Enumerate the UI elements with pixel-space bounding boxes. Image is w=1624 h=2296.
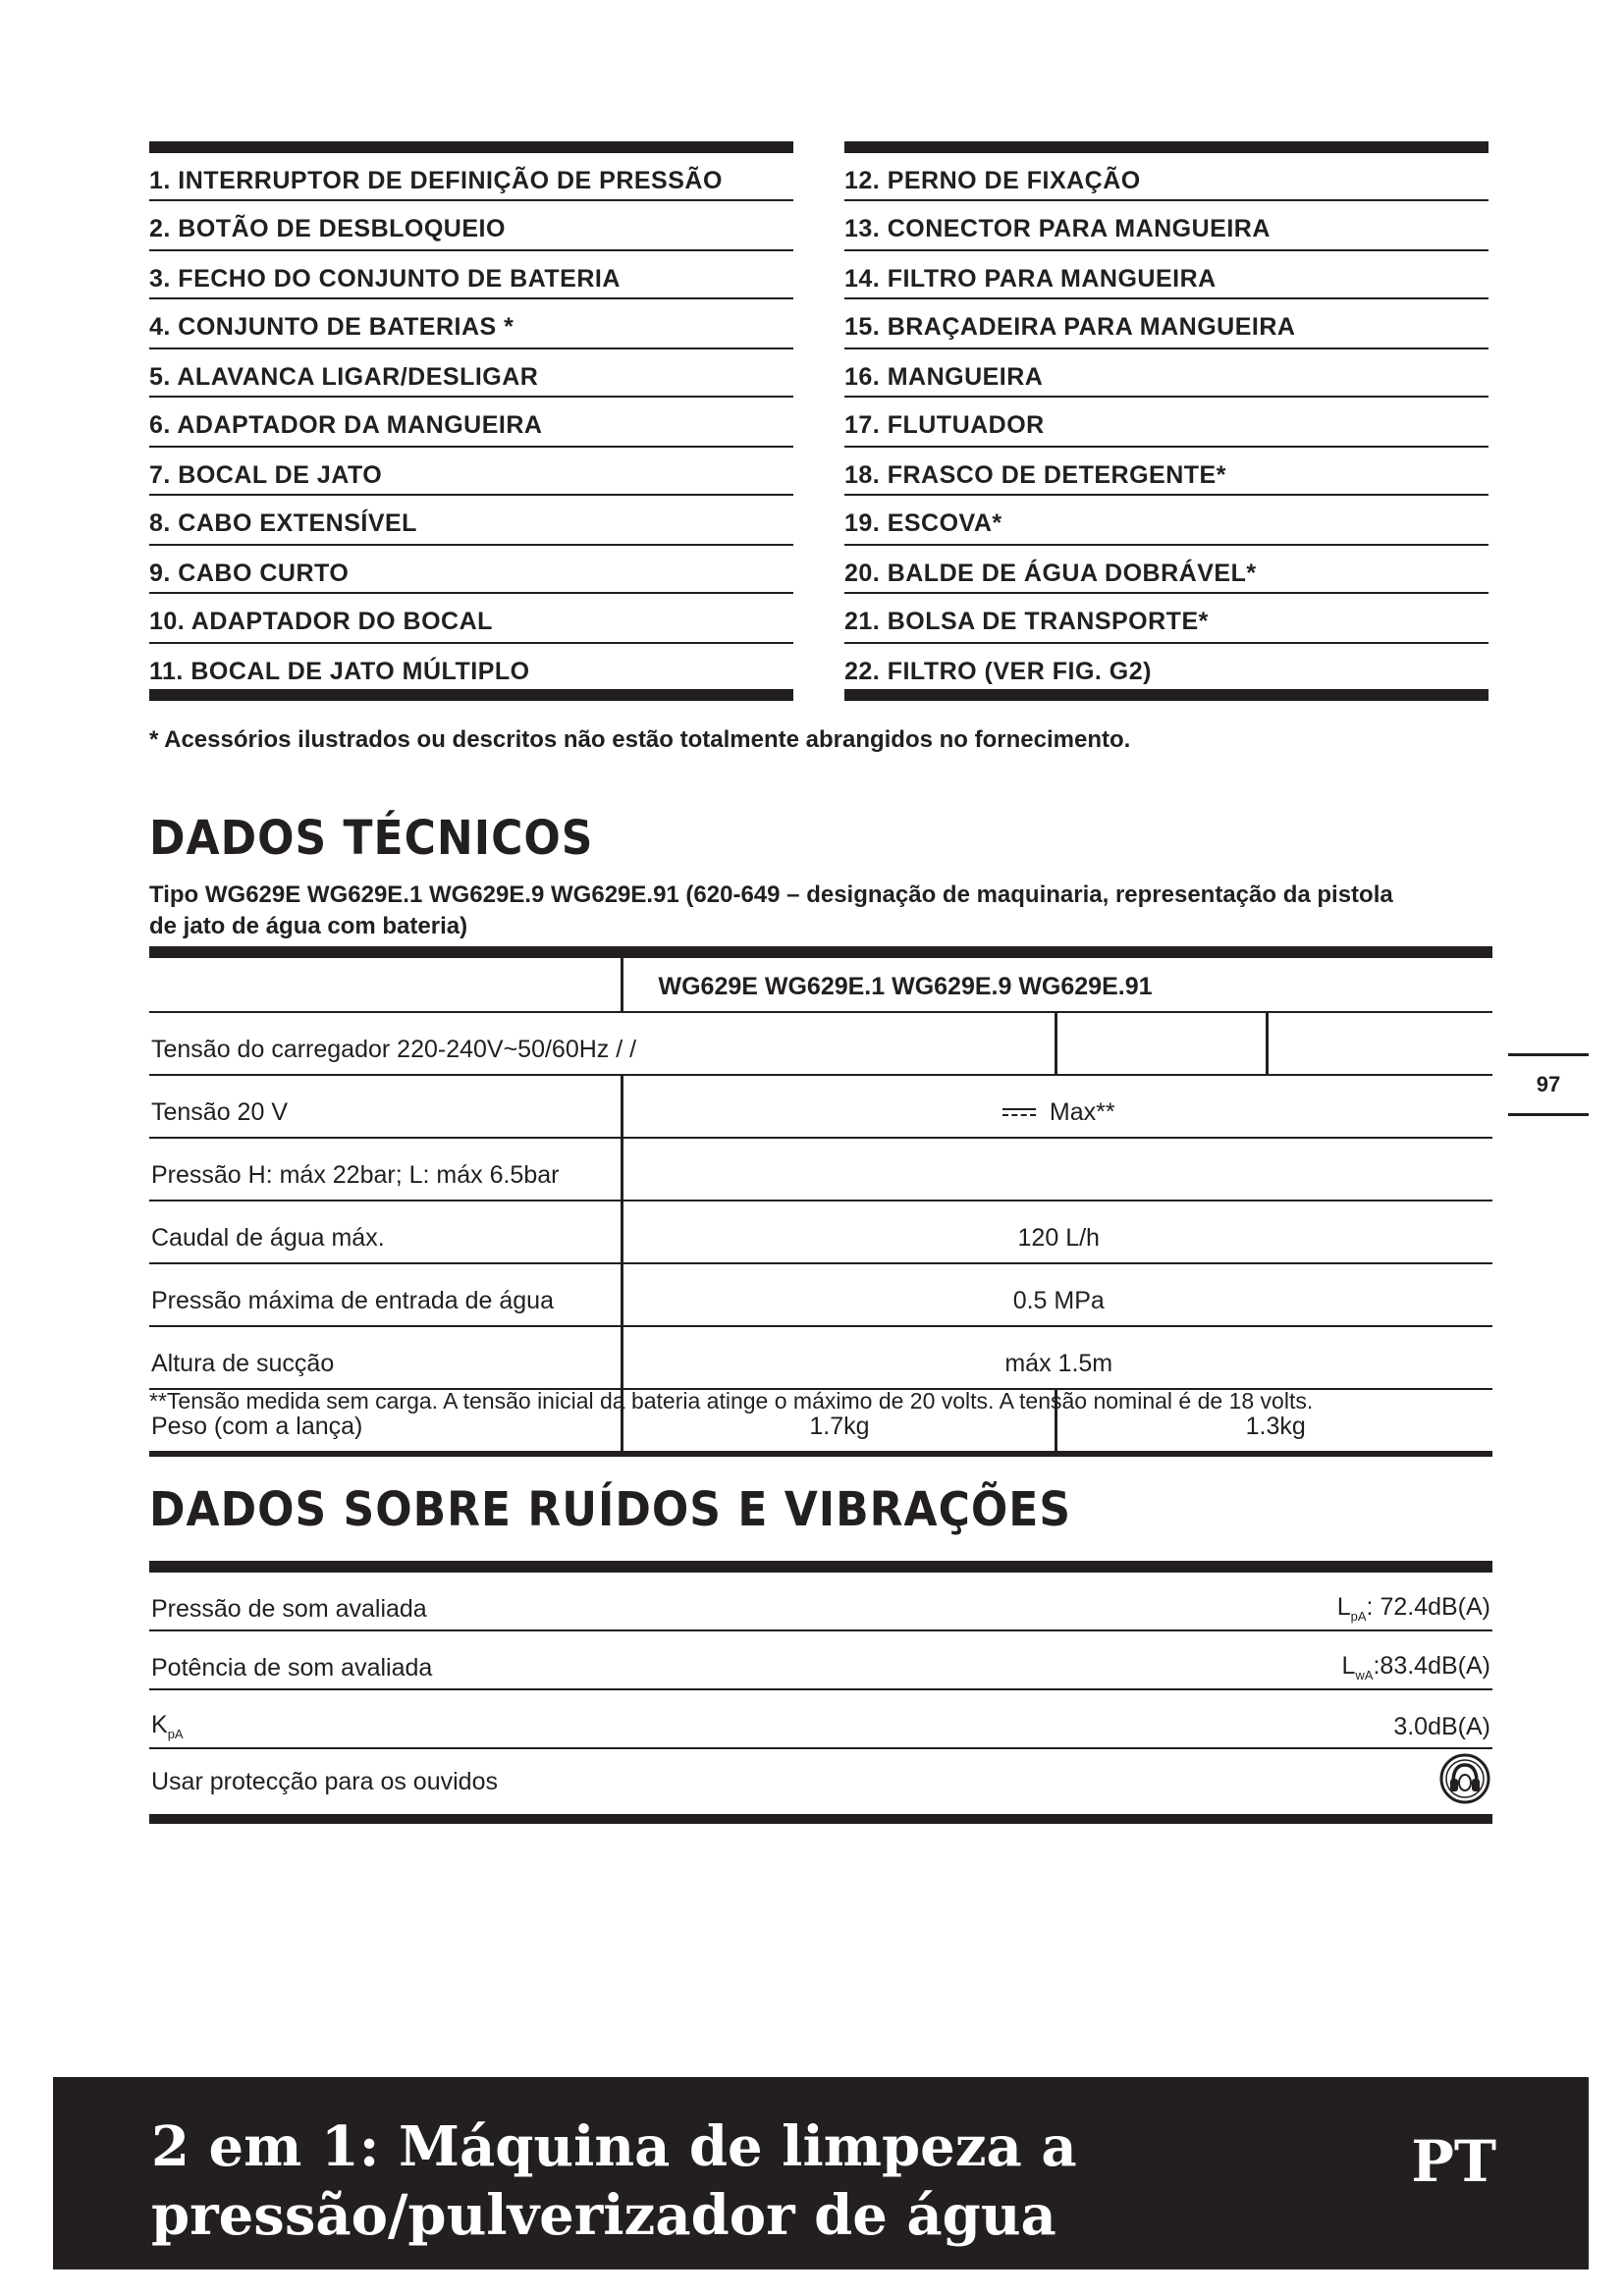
tech-heading: DADOS TÉCNICOS	[149, 811, 594, 867]
table-row	[149, 952, 1492, 1012]
table-row	[149, 1567, 1492, 1630]
suction-label: Altura de sucção	[149, 1326, 622, 1389]
parts-list-left	[149, 141, 793, 701]
table-row	[149, 1748, 1492, 1819]
kpa-label: $K_{pA}$	[149, 1689, 1076, 1748]
inlet-value: 0.5 MPa	[622, 1263, 1492, 1326]
part-item: 16. MANGUEIRA	[844, 349, 1489, 398]
sound-pressure-value: $L_{pA}$: 72.4dB(A)	[1076, 1567, 1492, 1630]
table-row	[149, 1263, 1492, 1326]
part-item: 18. FRASCO DE DETERGENTE*	[844, 448, 1489, 496]
part-item: 13. CONECTOR PARA MANGUEIRA	[844, 201, 1489, 251]
weight-label: Peso (com a lança)	[151, 1413, 363, 1440]
voltage-label: Tensão 20 V	[149, 1075, 622, 1138]
page-number: 97	[1508, 1053, 1589, 1116]
part-item: 21. BOLSA DE TRANSPORTE*	[844, 594, 1489, 644]
part-item: 10. ADAPTADOR DO BOCAL	[149, 594, 793, 644]
part-item: 1. INTERRUPTOR DE DEFINIÇÃO DE PRESSÃO	[149, 153, 793, 201]
table-row	[149, 1138, 1492, 1201]
ear-protection-icon	[1439, 1753, 1490, 1804]
kpa-value: 3.0dB(A)	[1076, 1689, 1492, 1748]
part-item: 2. BOTÃO DE DESBLOQUEIO	[149, 201, 793, 251]
part-item: 3. FECHO DO CONJUNTO DE BATERIA	[149, 251, 793, 299]
part-item: 22. FILTRO (VER FIG. G2)	[844, 644, 1489, 701]
tech-model-line: Tipo WG629E WG629E.1 WG629E.9 WG629E.91 (620-649 – designação de maquinaria, representação da pistola de jato de água com bateria)	[149, 881, 1393, 939]
part-item: 17. FLUTUADOR	[844, 398, 1489, 448]
sound-power-label: Potência de som avaliada	[149, 1630, 1076, 1689]
part-item: 11. BOCAL DE JATO MÚLTIPLO	[149, 644, 793, 701]
table-row	[149, 1012, 1492, 1075]
suction-value: máx 1.5m	[622, 1326, 1492, 1389]
weight-value-2: 1.3kg	[1056, 1389, 1492, 1454]
part-item: 15. BRAÇADEIRA PARA MANGUEIRA	[844, 299, 1489, 349]
part-item: 9. CABO CURTO	[149, 546, 793, 594]
table-row	[149, 1075, 1492, 1138]
ear-protection-label: Usar protecção para os ouvidos	[151, 1767, 498, 1795]
parts-footnote: * Acessórios ilustrados ou descritos não estão totalmente abrangidos no fornecimento.	[149, 726, 1131, 753]
language-code: PT	[1411, 2128, 1496, 2195]
table-row	[149, 1326, 1492, 1389]
part-item: 8. CABO EXTENSÍVEL	[149, 496, 793, 546]
part-item: 6. ADAPTADOR DA MANGUEIRA	[149, 398, 793, 448]
tech-table	[149, 946, 1492, 1457]
part-item: 20. BALDE DE ÁGUA DOBRÁVEL*	[844, 546, 1489, 594]
part-item: 7. BOCAL DE JATO	[149, 448, 793, 496]
charger-label: Tensão do carregador 220-240V~50/60Hz / /	[149, 1012, 1056, 1075]
weight-value-1: 1.7kg	[622, 1389, 1056, 1454]
footer-title: 2 em 1: Máquina de limpeza a pressão/pulverizador de água	[151, 2114, 1077, 2248]
dc-symbol-icon	[1002, 1108, 1036, 1118]
voltage-note: **Tensão medida sem carga. A tensão inicial da bateria atinge o máximo de 20 volts. A tensão nominal é de 18 volts.	[149, 1388, 1314, 1414]
noise-table	[149, 1561, 1492, 1824]
pressure-label: Pressão H: máx 22bar; L: máx 6.5bar	[149, 1138, 622, 1201]
footer-banner	[53, 2077, 1589, 2269]
table-row	[149, 1201, 1492, 1263]
sound-pressure-label: Pressão de som avaliada	[149, 1567, 1076, 1630]
flow-value: 120 L/h	[622, 1201, 1492, 1263]
parts-list-right	[844, 141, 1489, 701]
part-item: 19. ESCOVA*	[844, 496, 1489, 546]
flow-label: Caudal de água máx.	[149, 1201, 622, 1263]
table-row	[149, 1689, 1492, 1748]
inlet-label: Pressão máxima de entrada de água	[149, 1263, 622, 1326]
noise-heading: DADOS SOBRE RUÍDOS E VIBRAÇÕES	[149, 1482, 1072, 1538]
sound-power-value: $L_{wA}:83.4dB(A)$	[1076, 1630, 1492, 1689]
part-item: 12. PERNO DE FIXAÇÃO	[844, 153, 1489, 201]
table-row	[149, 1630, 1492, 1689]
part-item: 5. ALAVANCA LIGAR/DESLIGAR	[149, 349, 793, 398]
part-item: 14. FILTRO PARA MANGUEIRA	[844, 251, 1489, 299]
models-header: WG629E WG629E.1 WG629E.9 WG629E.91	[622, 952, 1492, 1012]
part-item: 4. CONJUNTO DE BATERIAS *	[149, 299, 793, 349]
voltage-value: Max**	[1049, 1098, 1115, 1126]
